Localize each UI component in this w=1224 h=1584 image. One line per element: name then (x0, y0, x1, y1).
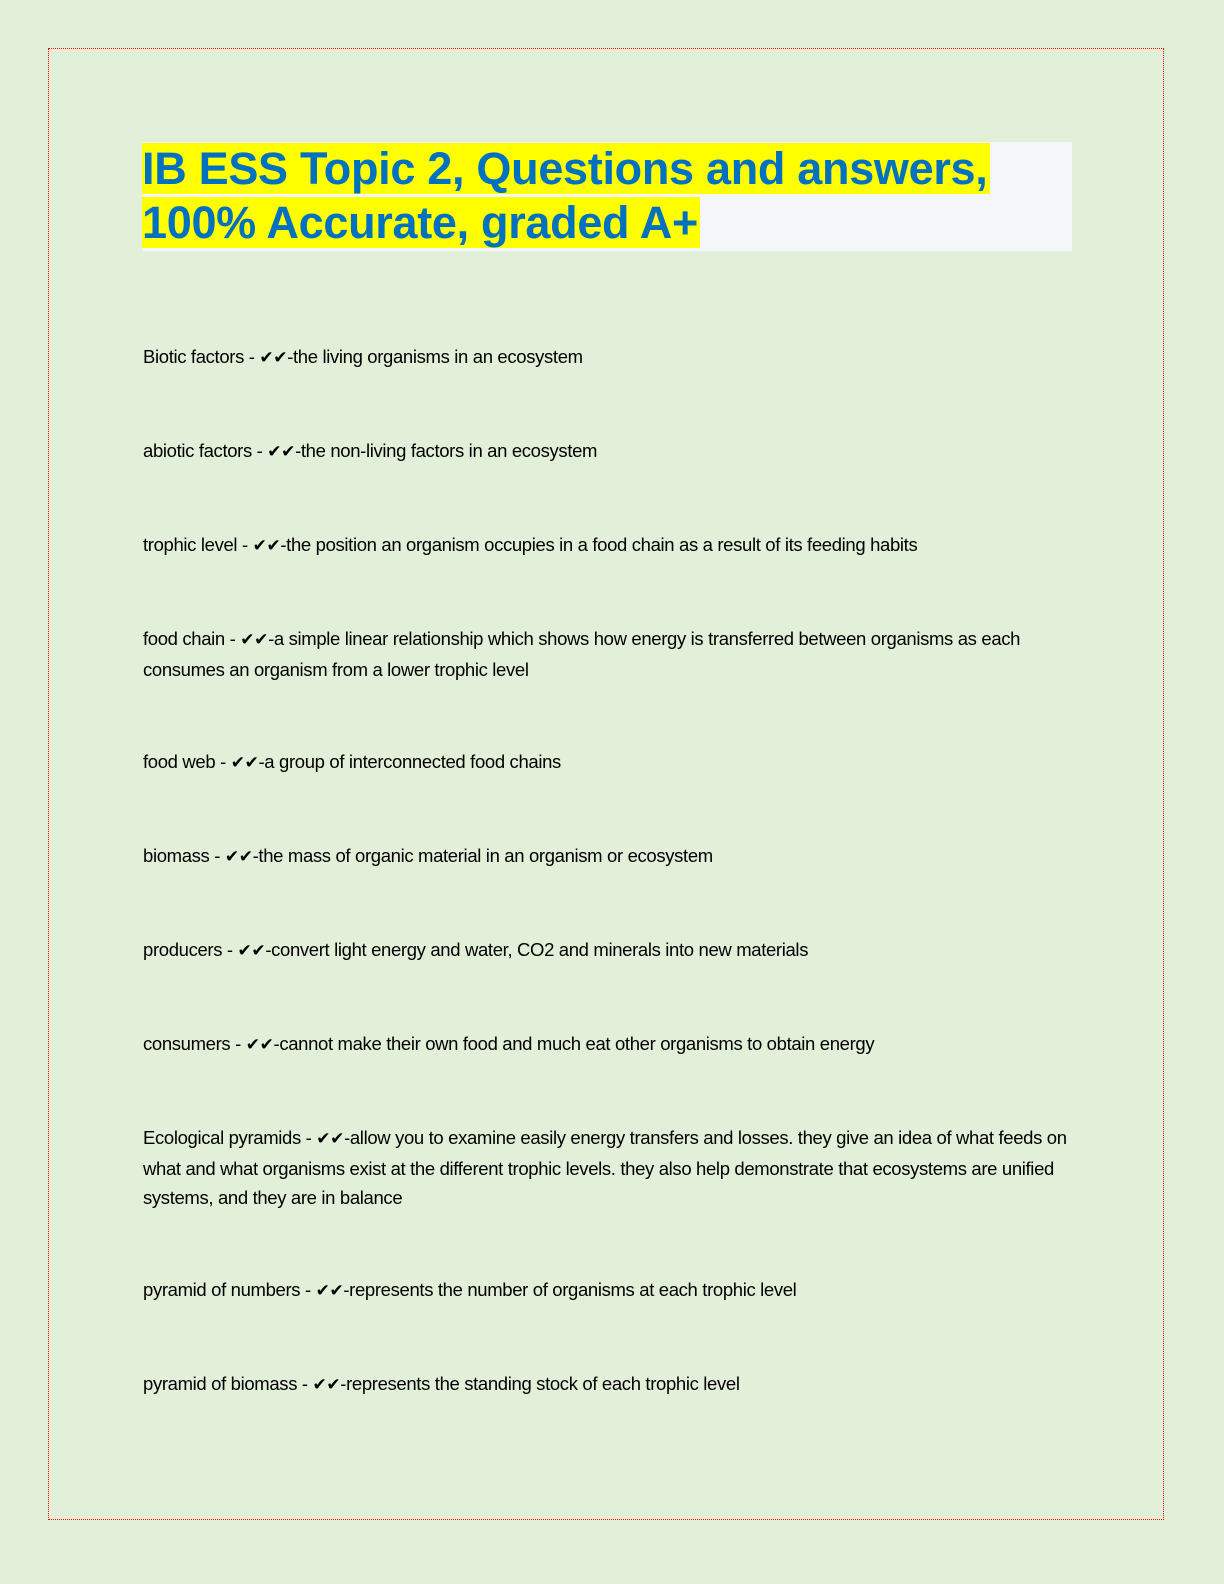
entry-definition: -the non-living factors in an ecosystem (295, 440, 598, 461)
qa-entry (143, 436, 1078, 467)
entry-term: consumers - (143, 1033, 246, 1054)
qa-entry (143, 747, 1078, 778)
qa-list (143, 342, 1078, 1463)
entry-definition: -the living organisms in an ecosystem (287, 346, 583, 367)
check-mark-icon: ✔✔ (312, 1375, 341, 1395)
check-mark-icon: ✔✔ (316, 1129, 345, 1149)
qa-entry (143, 1123, 1078, 1212)
title-block (142, 142, 1072, 251)
check-mark-icon: ✔✔ (237, 941, 266, 961)
check-mark-icon: ✔✔ (252, 536, 281, 556)
entry-definition: -allow you to examine easily energy transfers and losses. they give an idea of what feeds on what and what organisms exist at the different trophic levels. they also help demonstrate that ecosystems are unified systems, and they are in balance (143, 1127, 1067, 1208)
document-title (142, 142, 1072, 250)
entry-definition: -a group of interconnected food chains (258, 751, 561, 772)
entry-term: pyramid of biomass - (143, 1373, 313, 1394)
check-mark-icon: ✔✔ (224, 847, 253, 867)
entry-term: pyramid of numbers - (143, 1279, 316, 1300)
qa-entry (143, 1369, 1078, 1400)
entry-definition: -cannot make their own food and much eat other organisms to obtain energy (273, 1033, 875, 1054)
entry-term: abiotic factors - (143, 440, 268, 461)
entry-term: food web - (143, 751, 231, 772)
qa-entry (143, 1275, 1078, 1306)
entry-term: producers - (143, 939, 238, 960)
qa-entry (143, 841, 1078, 872)
check-mark-icon: ✔✔ (245, 1035, 274, 1055)
check-mark-icon: ✔✔ (230, 753, 259, 773)
entry-definition: -the mass of organic material in an organism or ecosystem (252, 845, 713, 866)
entry-definition: -convert light energy and water, CO2 and minerals into new materials (265, 939, 809, 960)
entry-definition: -represents the standing stock of each trophic level (340, 1373, 740, 1394)
entry-term: Biotic factors - (143, 346, 260, 367)
entry-term: Ecological pyramids - (143, 1127, 317, 1148)
qa-entry (143, 342, 1078, 373)
check-mark-icon: ✔✔ (267, 442, 296, 462)
check-mark-icon: ✔✔ (259, 348, 288, 368)
qa-entry (143, 1029, 1078, 1060)
highlighted-title-text: IB ESS Topic 2, Questions and answers, 100% Accurate, graded A+ (142, 143, 988, 248)
entry-term: biomass - (143, 845, 225, 866)
entry-term: trophic level - (143, 534, 253, 555)
entry-definition: -the position an organism occupies in a food chain as a result of its feeding habits (280, 534, 918, 555)
entry-definition: -represents the number of organisms at each trophic level (343, 1279, 797, 1300)
entry-definition: -a simple linear relationship which shows how energy is transferred between organisms as each consumes an organism from a lower trophic level (143, 628, 1021, 680)
check-mark-icon: ✔✔ (315, 1281, 344, 1301)
entry-term: food chain - (143, 628, 241, 649)
qa-entry (143, 530, 1078, 561)
qa-entry (143, 624, 1078, 684)
qa-entry (143, 935, 1078, 966)
check-mark-icon: ✔✔ (240, 630, 269, 650)
